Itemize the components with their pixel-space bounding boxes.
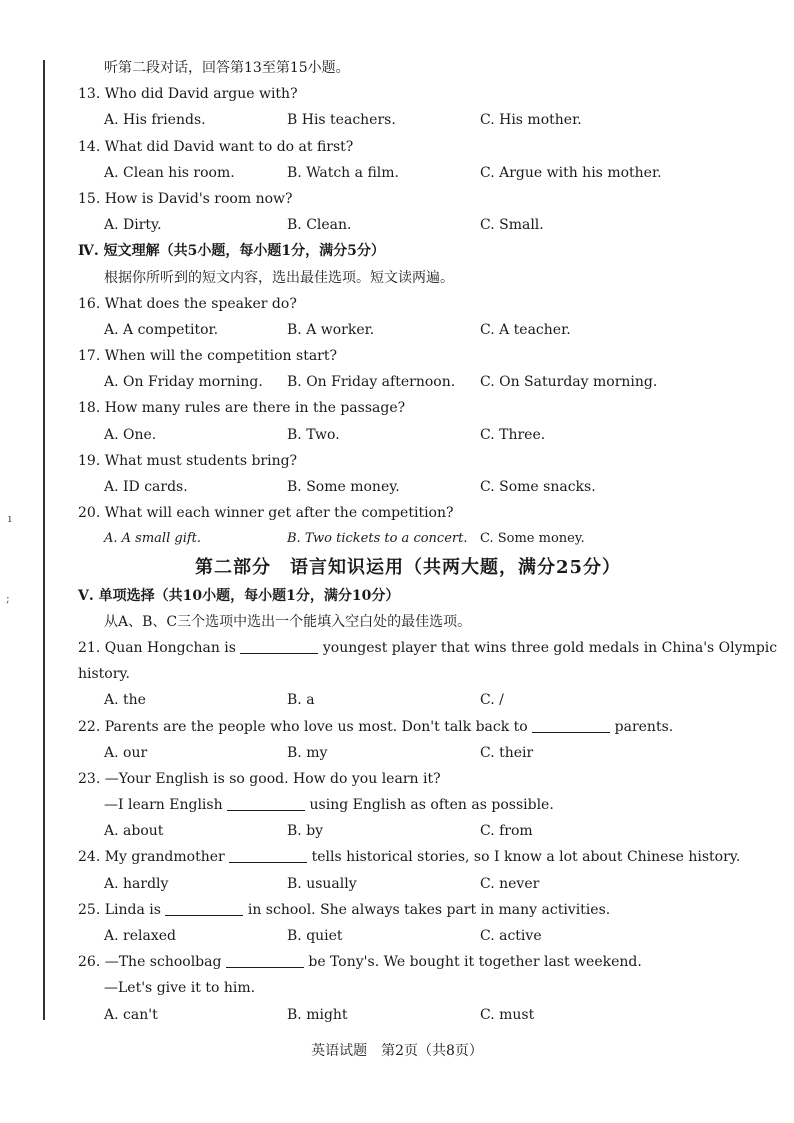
option-a: A. about [104, 823, 164, 840]
question-stem: 19. What must students bring? [78, 452, 298, 469]
answer-blank [165, 901, 243, 916]
option-row [78, 923, 738, 949]
option-c: C. from [480, 823, 533, 840]
option-row [78, 871, 738, 897]
option-b: B. Watch a film. [287, 164, 399, 181]
question-stem [78, 714, 738, 740]
dialogue-reply: —Let's give it to him. [104, 980, 256, 997]
option-a: A. ID cards. [104, 479, 188, 495]
answer-blank [229, 848, 307, 863]
question-stem: 14. What did David want to do at first? [78, 138, 354, 155]
option-a: A. can't [104, 1006, 158, 1023]
option-a: A. His friends. [104, 112, 206, 129]
margin-tick: ı [8, 512, 12, 525]
answer-blank [240, 639, 318, 654]
option-row [78, 687, 738, 713]
option-c: C. Some snacks. [480, 479, 596, 495]
section-heading: Ⅳ. 短文理解（共5小题，每小题1分，满分5分） [78, 243, 385, 260]
stem-text: in school. She always takes part in many activities. [247, 901, 611, 918]
option-c: C. / [480, 692, 504, 709]
option-b: B His teachers. [287, 112, 396, 129]
dialogue-instruction: 听第二段对话，回答第13至第15小题。 [104, 60, 350, 76]
stem-text: be Tony's. We bought it together last weekend. [308, 954, 642, 971]
option-row [78, 107, 738, 133]
question-stem [78, 844, 741, 870]
option-b: B. Clean. [287, 217, 352, 234]
option-a: A. A competitor. [104, 321, 219, 338]
option-a: A. Clean his room. [104, 164, 235, 181]
option-a: A. A small gift. [104, 531, 202, 547]
question-stem [78, 949, 738, 975]
dialogue-reply [78, 792, 738, 818]
question-stem: 20. What will each winner get after the competition? [78, 505, 454, 522]
question-stem [78, 635, 778, 661]
stem-text: parents. [614, 718, 674, 735]
answer-blank [226, 953, 304, 968]
stem-text: using English as often as possible. [309, 797, 554, 814]
option-row [78, 1002, 738, 1028]
option-row [78, 818, 738, 844]
option-b: B. Two. [287, 426, 340, 443]
binding-margin-line [43, 60, 45, 1020]
exam-content [78, 55, 778, 1028]
stem-text: tells historical stories, so I know a lot about Chinese history. [311, 849, 741, 866]
margin-tick: ; [6, 592, 10, 605]
page-footer: 英语试题 第2页（共8页） [311, 1043, 483, 1059]
stem-text: 24. My grandmother [78, 849, 225, 866]
stem-text: 25. Linda is [78, 901, 161, 918]
stem-text: 22. Parents are the people who love us most. Don't talk back to [78, 718, 528, 735]
stem-text: —I learn English [104, 797, 223, 814]
option-c: C. On Saturday morning. [480, 374, 658, 391]
option-a: A. hardly [104, 875, 169, 892]
option-b: B. my [287, 744, 328, 761]
option-row [78, 740, 738, 766]
option-c: C. Small. [480, 217, 544, 234]
part-heading: 第二部分 语言知识运用（共两大题，满分25分） [194, 556, 622, 578]
question-stem: 16. What does the speaker do? [78, 295, 297, 312]
option-c: C. Argue with his mother. [480, 164, 662, 181]
option-c: C. Three. [480, 426, 546, 443]
option-row [78, 212, 738, 238]
section-heading: Ⅴ. 单项选择（共10小题，每小题1分，满分10分） [78, 587, 400, 604]
option-b: B. usually [287, 875, 357, 892]
option-row [78, 526, 738, 552]
question-stem: 15. How is David's room now? [78, 190, 293, 207]
option-row [78, 369, 738, 395]
stem-text: 26. —The schoolbag [78, 954, 222, 971]
option-row [78, 317, 738, 343]
question-stem: 18. How many rules are there in the passage? [78, 400, 406, 417]
option-b: B. might [287, 1006, 348, 1023]
option-a: A. On Friday morning. [104, 374, 263, 391]
option-b: B. Some money. [287, 479, 400, 495]
option-b: B. A worker. [287, 321, 375, 338]
option-b: B. by [287, 823, 324, 840]
question-stem: 17. When will the competition start? [78, 348, 337, 365]
option-a: A. our [104, 744, 148, 761]
option-a: A. relaxed [104, 928, 176, 944]
answer-blank [532, 718, 610, 733]
question-stem: 13. Who did David argue with? [78, 86, 298, 103]
option-row [78, 474, 738, 500]
option-b: B. Two tickets to a concert. [287, 531, 468, 547]
option-c: C. A teacher. [480, 321, 571, 338]
option-a: A. One. [104, 426, 157, 443]
section-instruction: 从A、B、C三个选项中选出一个能填入空白处的最佳选项。 [104, 613, 472, 630]
question-stem: 23. —Your English is so good. How do you learn it? [78, 770, 441, 787]
question-stem [78, 897, 738, 923]
option-a: A. the [104, 692, 146, 709]
question-stem-continued: history. [78, 666, 130, 683]
option-c: C. His mother. [480, 112, 582, 129]
option-b: B. On Friday afternoon. [287, 374, 456, 391]
answer-blank [227, 796, 305, 811]
option-row [78, 160, 738, 186]
option-b: B. quiet [287, 928, 343, 944]
option-c: C. never [480, 875, 540, 892]
option-c: C. Some money. [480, 531, 585, 547]
stem-text: 21. Quan Hongchan is [78, 639, 236, 656]
option-b: B. a [287, 692, 315, 709]
option-a: A. Dirty. [104, 217, 162, 234]
stem-text: youngest player that wins three gold medals in China's Olympic [322, 639, 778, 656]
option-c: C. active [480, 928, 542, 944]
section-instruction: 根据你所听到的短文内容，选出最佳选项。短文读两遍。 [104, 269, 454, 286]
option-row [78, 422, 738, 448]
option-c: C. must [480, 1006, 535, 1023]
option-c: C. their [480, 744, 534, 761]
